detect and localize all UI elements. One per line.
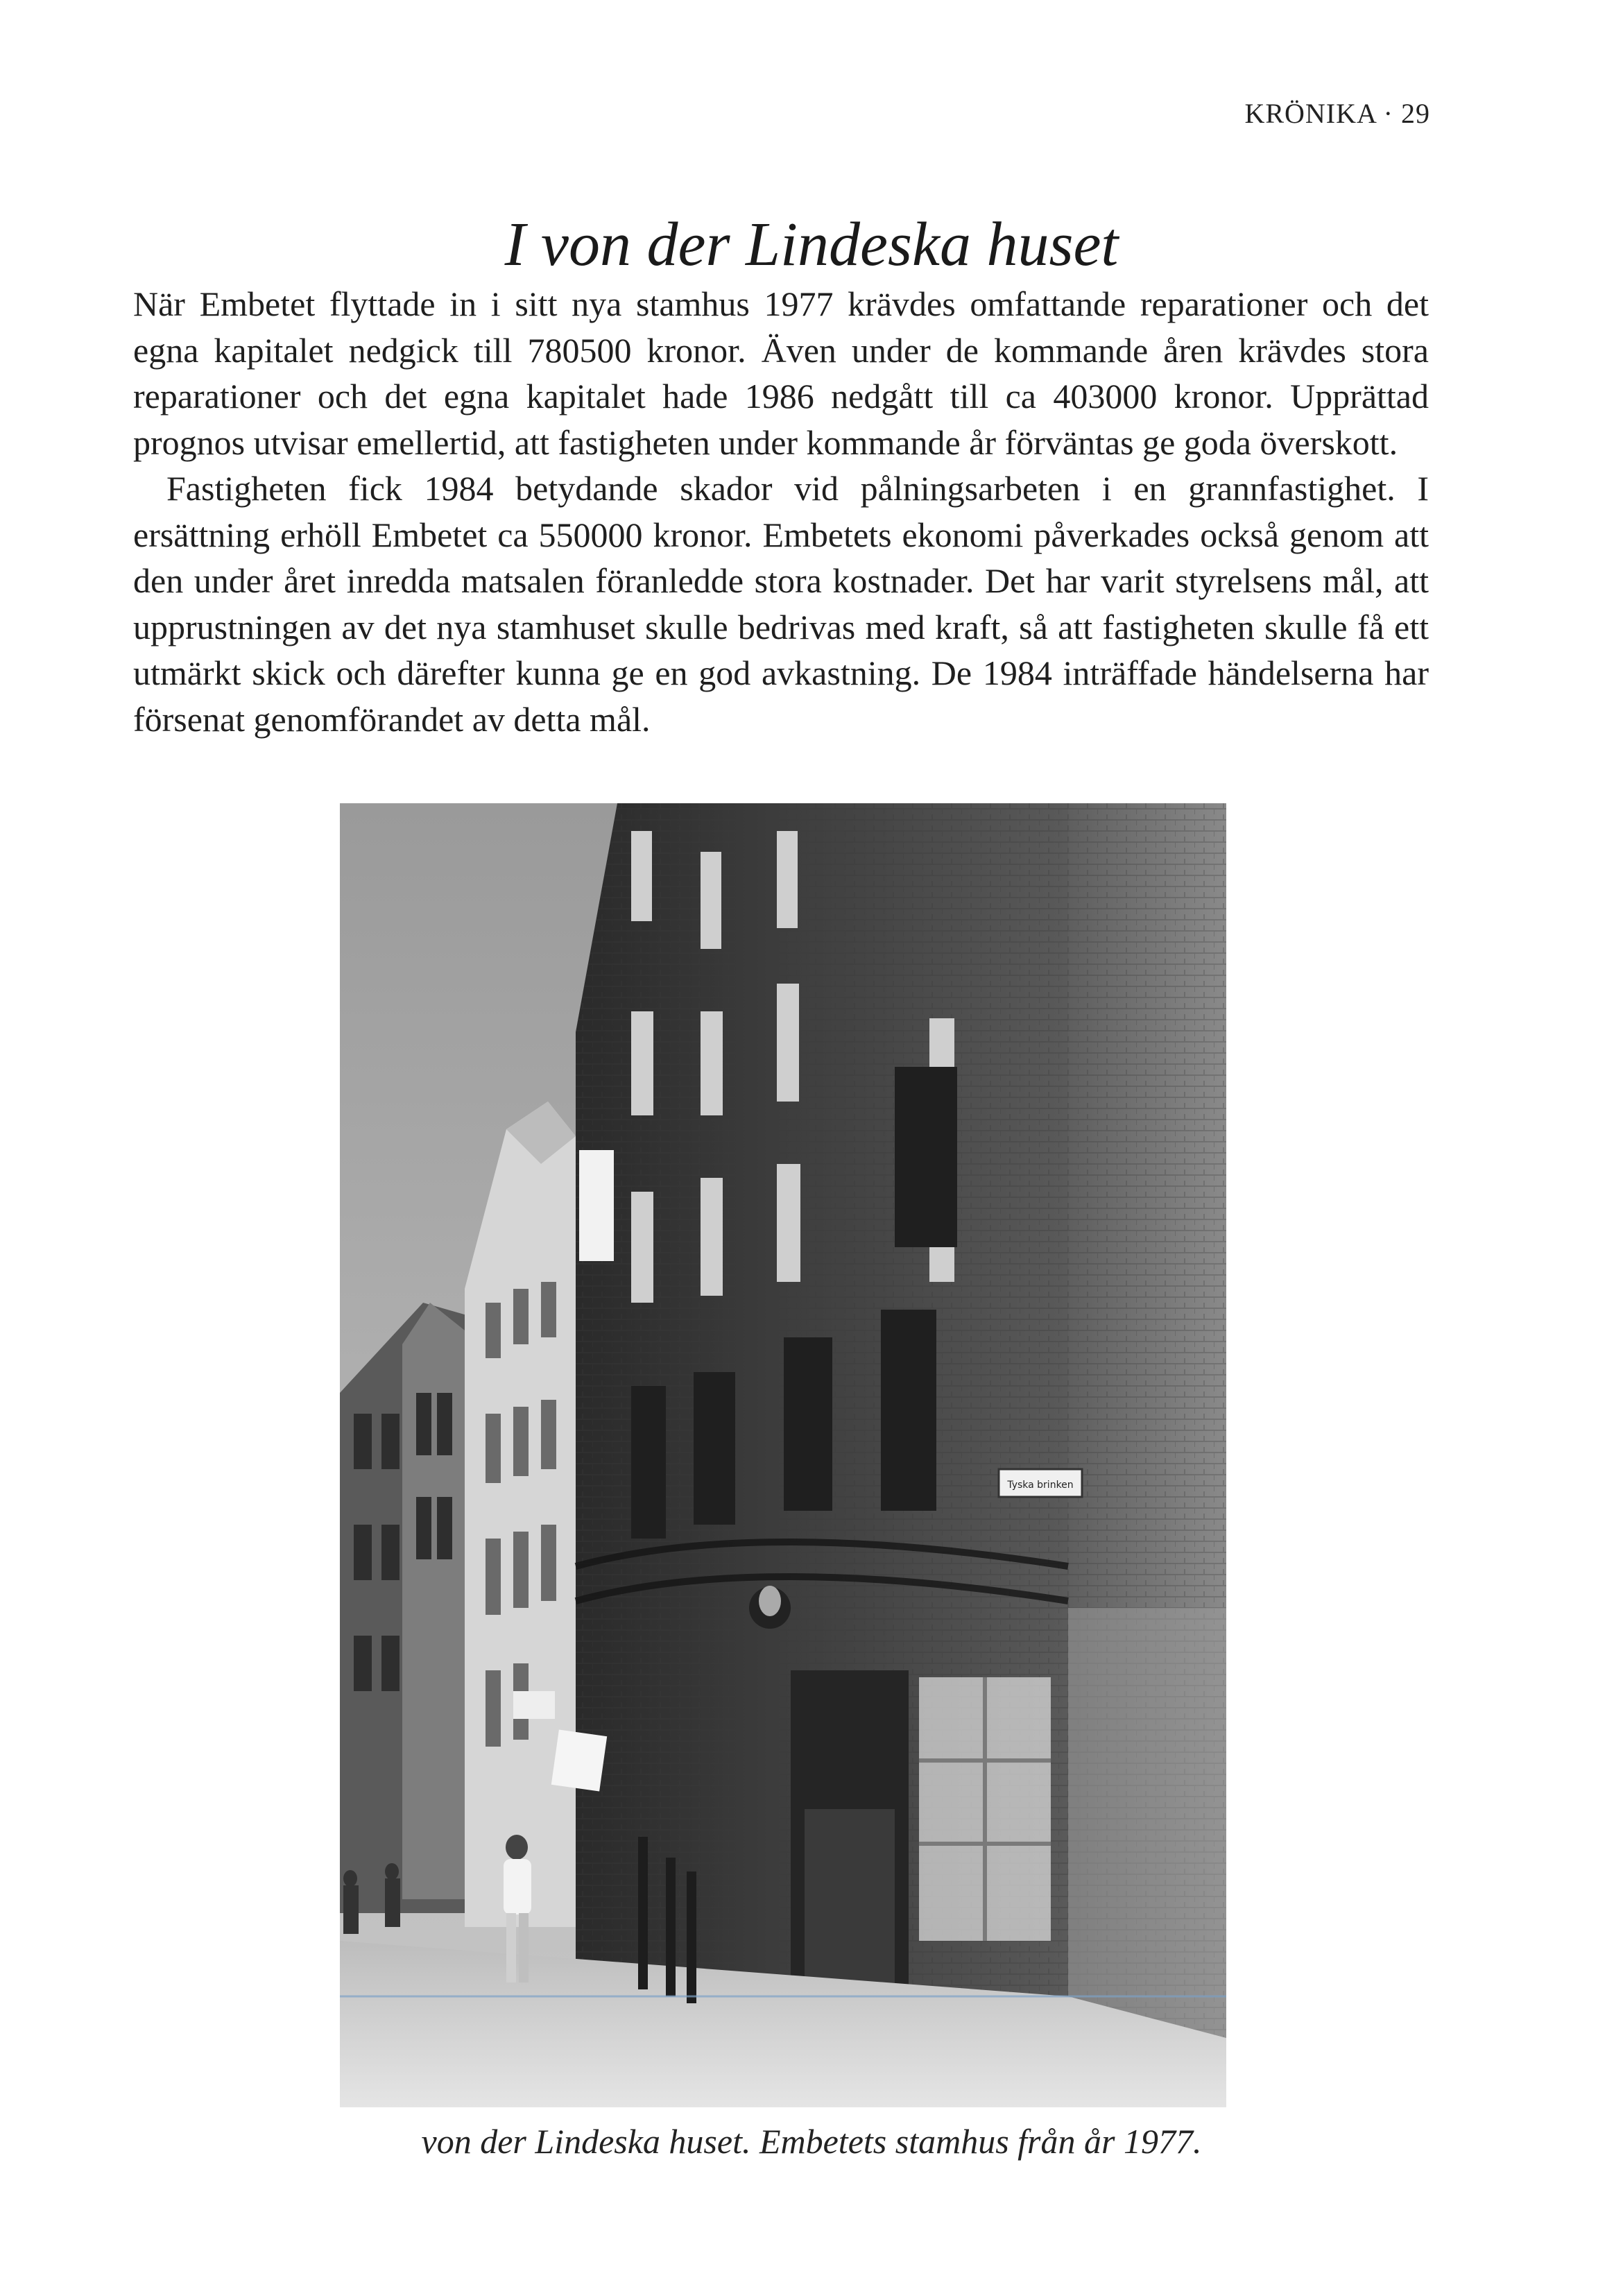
building-photo [340, 803, 1226, 2107]
article-body [133, 281, 1429, 742]
running-head: KRÖNIKA · 29 [1244, 98, 1430, 129]
paragraph-1: När Embetet flyttade in i sitt nya stamhus 1977 krävdes omfattande reparationer och det egna kapitalet nedgick till 780500 kronor. Även under de kommande åren krävdes stora reparationer och det egna kapitalet hade 1986 nedgått till ca 403000 kronor. Upprättad prognos utvisar emellertid, att fastigheten under kommande år förväntas ge goda överskott. [133, 284, 1429, 462]
page-title: I von der Lindeska huset [504, 210, 1119, 279]
photo-caption: von der Lindeska huset. Embetets stamhus från år 1977. [421, 2122, 1202, 2161]
street-sign-text: Tyska brinken [1007, 1480, 1074, 1491]
paragraph-2: Fastigheten fick 1984 betydande skador vid pålningsarbeten i en grannfastighet. I ersättning erhöll Embetet ca 550000 kronor. Embetets ekonomi påverkades också genom att den under året inredda matsalen föranledde stora kostnader. Det har varit styrelsens mål, att upprustningen av det nya stamhuset skulle bedrivas med kraft, så att fastigheten skulle få ett utmärkt skick och därefter kunna ge en god avkastning. De 1984 inträffade händelserna har försenat genomförandet av detta mål. [133, 469, 1429, 739]
